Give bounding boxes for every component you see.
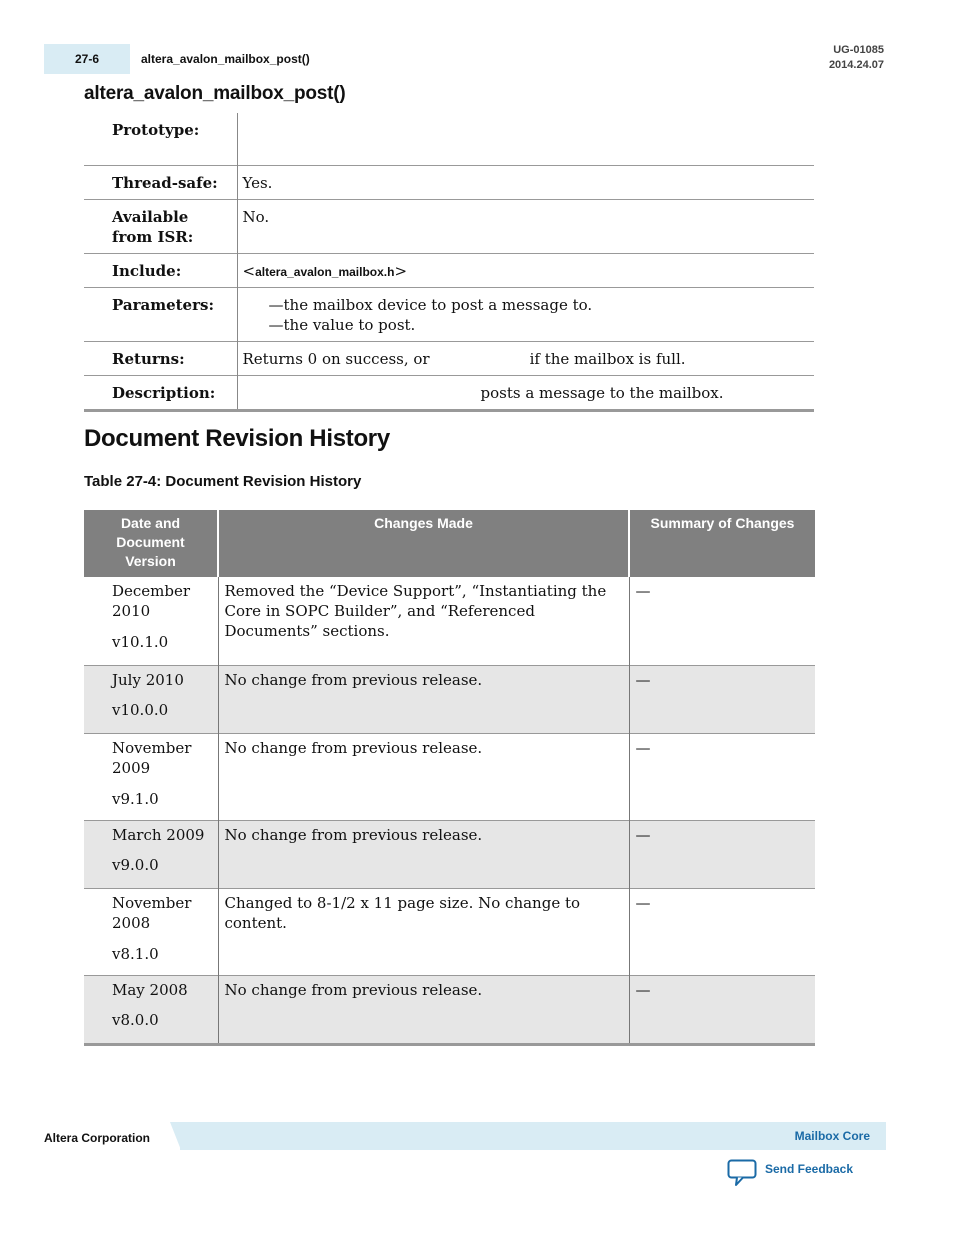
row-value xyxy=(237,341,814,375)
date-cell xyxy=(84,733,218,820)
changes-cell: No change from previous release. xyxy=(218,975,629,1044)
speech-bubble-icon[interactable] xyxy=(727,1159,757,1191)
include-open: < xyxy=(242,261,256,280)
summary-cell: — xyxy=(629,820,815,888)
description-text: posts a message to the mailbox. xyxy=(480,383,724,402)
revision-version: v8.0.0 xyxy=(112,1010,159,1029)
table-row xyxy=(84,287,814,341)
date-cell xyxy=(84,975,218,1044)
row-value xyxy=(237,287,814,341)
revision-date: November 2008 xyxy=(112,893,192,932)
table-row xyxy=(84,341,814,375)
send-feedback-link[interactable]: Send Feedback xyxy=(765,1162,854,1176)
row-label: Available from ISR: xyxy=(84,199,237,253)
column-header: Summary of Changes xyxy=(629,510,815,577)
row-value xyxy=(237,113,814,165)
table-row xyxy=(84,113,814,165)
revision-version: v10.0.0 xyxy=(112,700,169,719)
document-id-code: UG-01085 xyxy=(833,44,884,56)
table-row xyxy=(84,888,815,975)
table-row xyxy=(84,975,815,1044)
revision-date: May 2008 xyxy=(112,980,188,999)
table-header-row xyxy=(84,510,815,577)
row-label: Thread-safe: xyxy=(84,165,237,199)
table-row xyxy=(84,165,814,199)
revision-history-table xyxy=(84,510,815,1046)
table-caption: Table 27-4: Document Revision History xyxy=(84,473,362,490)
revision-version: v8.1.0 xyxy=(112,944,159,963)
table-row xyxy=(84,733,815,820)
document-date: 2014.24.07 xyxy=(828,59,884,71)
page-number: 27-6 xyxy=(74,52,100,66)
table-row xyxy=(84,577,815,665)
revision-version: v9.0.0 xyxy=(112,855,159,874)
row-label: Parameters: xyxy=(84,287,237,341)
returns-text-b: if the mailbox is full. xyxy=(529,349,686,368)
changes-cell: No change from previous release. xyxy=(218,820,629,888)
function-heading: altera_avalon_mailbox_post() xyxy=(84,83,346,104)
parameter-line: —the mailbox device to post a message to. xyxy=(268,295,593,314)
running-section-title: altera_avalon_mailbox_post() xyxy=(141,52,310,66)
footer-band xyxy=(180,1122,886,1150)
parameter-line: —the value to post. xyxy=(268,315,416,334)
table-row xyxy=(84,375,814,410)
revision-version: v9.1.0 xyxy=(112,789,159,808)
function-reference-table xyxy=(84,113,814,412)
revision-date: December 2010 xyxy=(112,582,191,620)
row-label: Prototype: xyxy=(84,113,237,165)
row-label: Include: xyxy=(84,253,237,287)
section-heading: Document Revision History xyxy=(84,425,390,452)
column-header: Changes Made xyxy=(218,510,629,577)
returns-text-a: Returns 0 on success, or xyxy=(242,349,430,368)
changes-cell: Removed the “Device Support”, “Instantiating the Core in SOPC Builder”, and “Referenced Documents” sections. xyxy=(218,577,629,665)
table-row xyxy=(84,820,815,888)
date-cell xyxy=(84,820,218,888)
include-header-file: altera_avalon_mailbox.h xyxy=(255,264,395,279)
date-cell xyxy=(84,888,218,975)
table-row xyxy=(84,665,815,733)
footer-doc-title[interactable]: Mailbox Core xyxy=(794,1129,870,1143)
summary-cell: — xyxy=(629,665,815,733)
summary-cell: — xyxy=(635,582,651,600)
table-row xyxy=(84,199,814,253)
changes-cell: Changed to 8-1/2 x 11 page size. No change to content. xyxy=(218,888,629,975)
column-header: Date and Document Version xyxy=(84,510,218,577)
revision-date: March 2009 xyxy=(112,825,205,844)
revision-date: November 2009 xyxy=(112,738,192,777)
row-label: Description: xyxy=(84,375,237,410)
date-cell xyxy=(84,577,218,665)
include-close: > xyxy=(394,261,408,280)
summary-cell: — xyxy=(635,893,651,912)
row-label: Returns: xyxy=(84,341,237,375)
row-value xyxy=(237,375,814,410)
company-name: Altera Corporation xyxy=(44,1131,151,1145)
date-cell xyxy=(84,665,218,733)
revision-date: July 2010 xyxy=(112,670,184,689)
row-value xyxy=(237,253,814,287)
changes-cell: No change from previous release. xyxy=(218,733,629,820)
summary-cell: — xyxy=(629,975,815,1044)
row-value: No. xyxy=(242,207,270,226)
table-row xyxy=(84,253,814,287)
changes-cell: No change from previous release. xyxy=(218,665,629,733)
revision-version: v10.1.0 xyxy=(112,633,169,651)
document-id xyxy=(829,43,884,73)
row-value: Yes. xyxy=(242,173,273,192)
summary-cell: — xyxy=(635,738,651,757)
